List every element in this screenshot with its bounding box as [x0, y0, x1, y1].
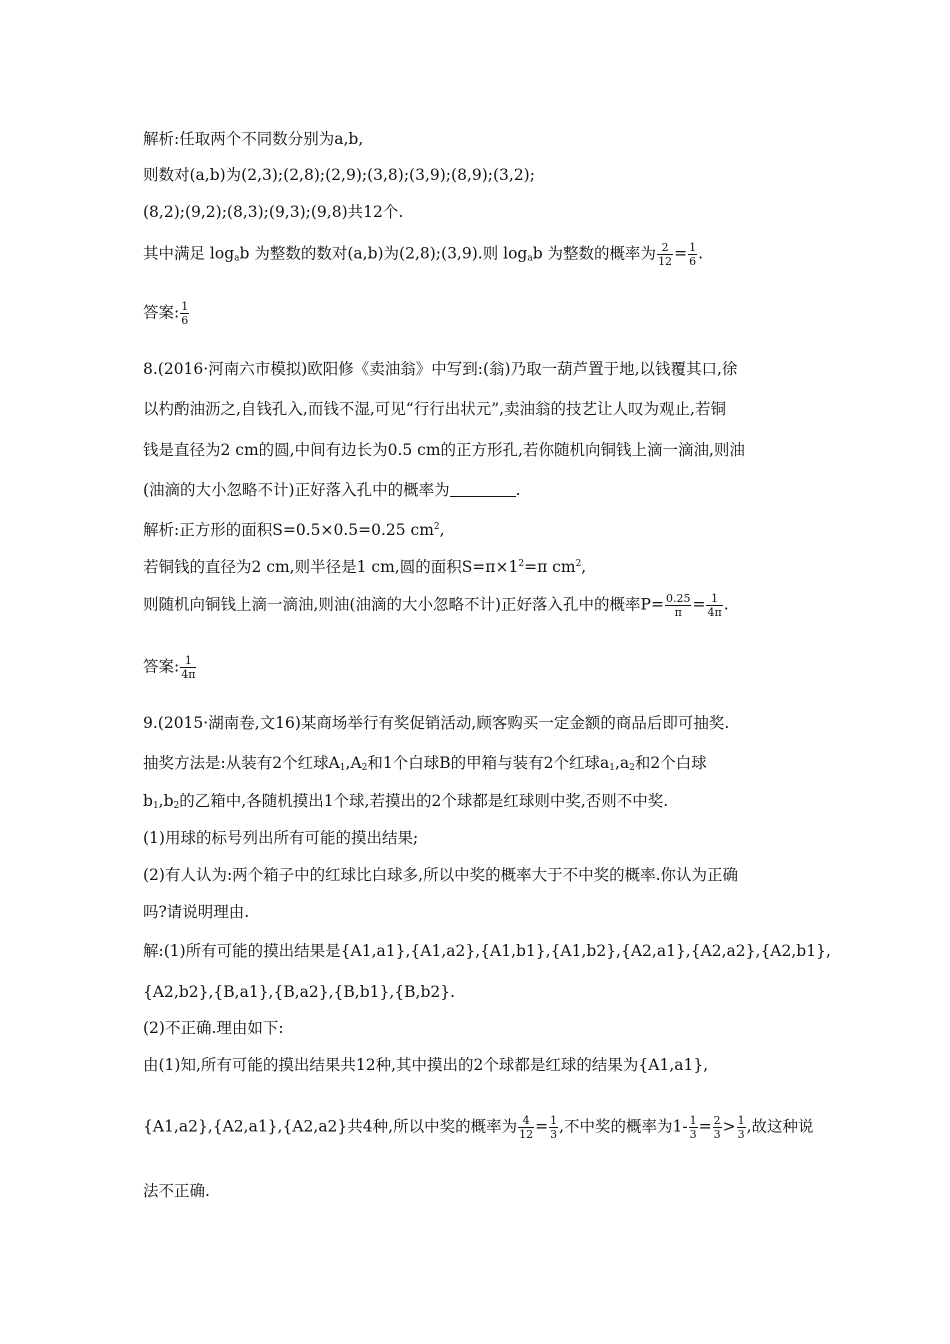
- q9-solution-line-1: 解:(1)所有可能的摸出结果是{A1,a1},{A1,a2},{A1,b1},{A1,b2},{A2,a1},{A2,a2},{A2,b1},: [143, 942, 831, 960]
- q8-stem-line-3: 钱是直径为2 cm的圆,中间有边长为0.5 cm的正方形孔,若你随机向铜钱上滴一滴油,则油: [143, 441, 745, 459]
- q8-stem-line-2: 以杓酌油沥之,自钱孔入,而钱不湿,可见“行行出状元”,卖油翁的技艺让人叹为观止,若铜: [143, 400, 726, 418]
- q9-stem-line-3: $b_1,b_2$的乙箱中,各随机摸出1个球,若摸出的2个球都是红球则中奖,否则不中奖.: [143, 792, 669, 811]
- q9-stem-line-2: 抽奖方法是:从装有2个红球$A_1,A_2$和1个白球B的甲箱与装有2个红球$a_1,a_2$和2个白球: [143, 754, 707, 773]
- q7-analysis-line-4: 其中满足 $\log_ab$ 为整数的数对(a,b)为(2,8);(3,9).则 $\log_ab$ 为整数的概率为 $\frac{2}{12}$ = $\frac{1}{6}$ .: [143, 241, 703, 268]
- fraction: $\frac{1}{4\pi}$: [707, 592, 722, 619]
- fraction: $\frac{1}{3}$: [550, 1114, 558, 1141]
- q9-stem-line-1: 9.(2015·湖南卷,文16)某商场举行有奖促销活动,顾客购买一定金额的商品后即可抽奖.: [143, 714, 730, 732]
- q9-solution-line-5: {A1,a2},{A2,a1},{A2,a2}共4种,所以中奖的概率为 $\frac{4}{12}$ = $\frac{1}{3}$ ,不中奖的概率为1- $\frac{1}{3}$ = $\frac{2}{3}$ > $\frac{1}{3}$ ,故这种说: [143, 1114, 814, 1141]
- q8-analysis-line-3: 则随机向铜钱上滴一滴油,则油(油滴的大小忽略不计)正好落入孔中的概率P= $\frac{0.25}{\pi}$ = $\frac{1}{4\pi}$ .: [143, 592, 729, 619]
- fraction: $\frac{1}{3}$: [689, 1114, 697, 1141]
- q8-stem-line-1: 8.(2016·河南六市模拟)欧阳修《卖油翁》中写到:(翁)乃取一葫芦置于地,以钱覆其口,徐: [143, 360, 738, 378]
- q7-analysis-line-2: 则数对(a,b)为(2,3);(2,8);(2,9);(3,8);(3,9);(8,9);(3,2);: [143, 166, 535, 184]
- q9-part-2-line-1: (2)有人认为:两个箱子中的红球比白球多,所以中奖的概率大于不中奖的概率.你认为正确: [143, 866, 739, 884]
- q8-stem-line-4: (油滴的大小忽略不计)正好落入孔中的概率为 .: [143, 481, 521, 499]
- q9-solution-line-2: {A2,b2},{B,a1},{B,a2},{B,b1},{B,b2}.: [143, 983, 456, 1001]
- fraction: $\frac{1}{4\pi}$: [181, 654, 196, 681]
- fraction: $\frac{1}{6}$: [181, 300, 189, 327]
- q8-answer: 答案: $\frac{1}{4\pi}$: [143, 654, 196, 681]
- q9-solution-line-6: 法不正确.: [143, 1182, 210, 1200]
- q8-analysis-line-2: 若铜钱的直径为2 cm,则半径是1 cm,圆的面积$S=\pi\times 1^2=\pi$ $cm^2$,: [143, 558, 587, 576]
- q7-analysis-line-3: (8,2);(9,2);(8,3);(9,3);(9,8)共12个.: [143, 203, 404, 221]
- q9-solution-line-4: 由(1)知,所有可能的摸出结果共12种,其中摸出的2个球都是红球的结果为{A1,a1},: [143, 1056, 709, 1074]
- q9-solution-line-3: (2)不正确.理由如下:: [143, 1019, 284, 1037]
- q8-analysis-line-1: 解析:正方形的面积S=0.5×0.5=0.25 $cm^2$,: [143, 521, 445, 539]
- fraction: $\frac{1}{6}$: [689, 241, 697, 268]
- fraction: $\frac{0.25}{\pi}$: [665, 592, 691, 619]
- q7-analysis-line-1: 解析:任取两个不同数分别为a,b,: [143, 130, 364, 148]
- q7-answer: 答案: $\frac{1}{6}$: [143, 300, 189, 327]
- fraction: $\frac{2}{3}$: [713, 1114, 721, 1141]
- q9-part-2-line-2: 吗?请说明理由.: [143, 903, 250, 921]
- fraction: $\frac{1}{3}$: [737, 1114, 745, 1141]
- fraction: $\frac{4}{12}$: [519, 1114, 534, 1141]
- fraction: $\frac{2}{12}$: [658, 241, 673, 268]
- q9-part-1: (1)用球的标号列出所有可能的摸出结果;: [143, 829, 419, 847]
- answer-blank: [450, 482, 516, 497]
